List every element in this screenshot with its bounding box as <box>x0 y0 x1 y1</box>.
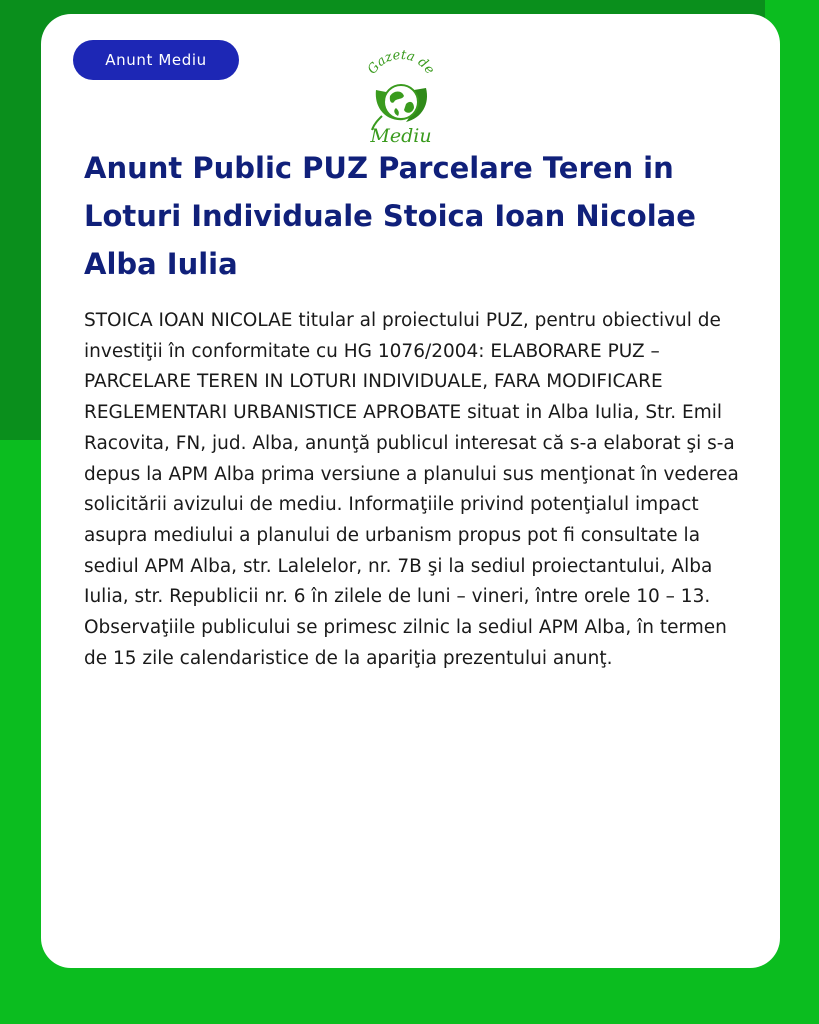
article-body: STOICA IOAN NICOLAE titular al proiectului PUZ, pentru obiectivul de investiţii în conformitate cu HG 1076/2004: ELABORARE PUZ – PARCELARE TEREN IN LOTURI INDIVIDUALE, FARA MODIFICARE REGLEMENTARI URBANISTICE APROBATE situat in Alba Iulia, Str. Emil Racovita, FN, jud. Alba, anunţă publicul interesat că s-a elaborat şi s-a depus la APM Alba prima versiune a planului sus menţionat în vederea solicitării avizului de mediu. Informaţiile privind potenţialul impact asupra mediului a planului de urbanism propus pot fi consultate la sediul APM Alba, str. Lalelelor, nr. 7B şi la sediul proiectantului, Alba Iulia, str. Republicii nr. 6 în zilele de luni – vineri, între orele 10 – 13. Observaţiile publicului se primesc zilnic la sediul APM Alba, în termen de 15 zile calendaristice de la apariţia prezentului anunţ. <box>84 310 739 669</box>
svg-text:Gazeta de <box>365 48 437 78</box>
logo-line2: Mediu <box>370 125 432 146</box>
article-title: Anunt Public PUZ Parcelare Teren in Loturi Individuale Stoica Ioan Nicolae Alba Iulia <box>84 151 696 281</box>
announcement-card <box>41 14 780 968</box>
category-badge[interactable]: Anunt Mediu <box>73 40 239 80</box>
logo <box>356 46 446 146</box>
globe-leaf-icon <box>356 46 446 146</box>
logo-line1: Gazeta de <box>364 47 438 78</box>
